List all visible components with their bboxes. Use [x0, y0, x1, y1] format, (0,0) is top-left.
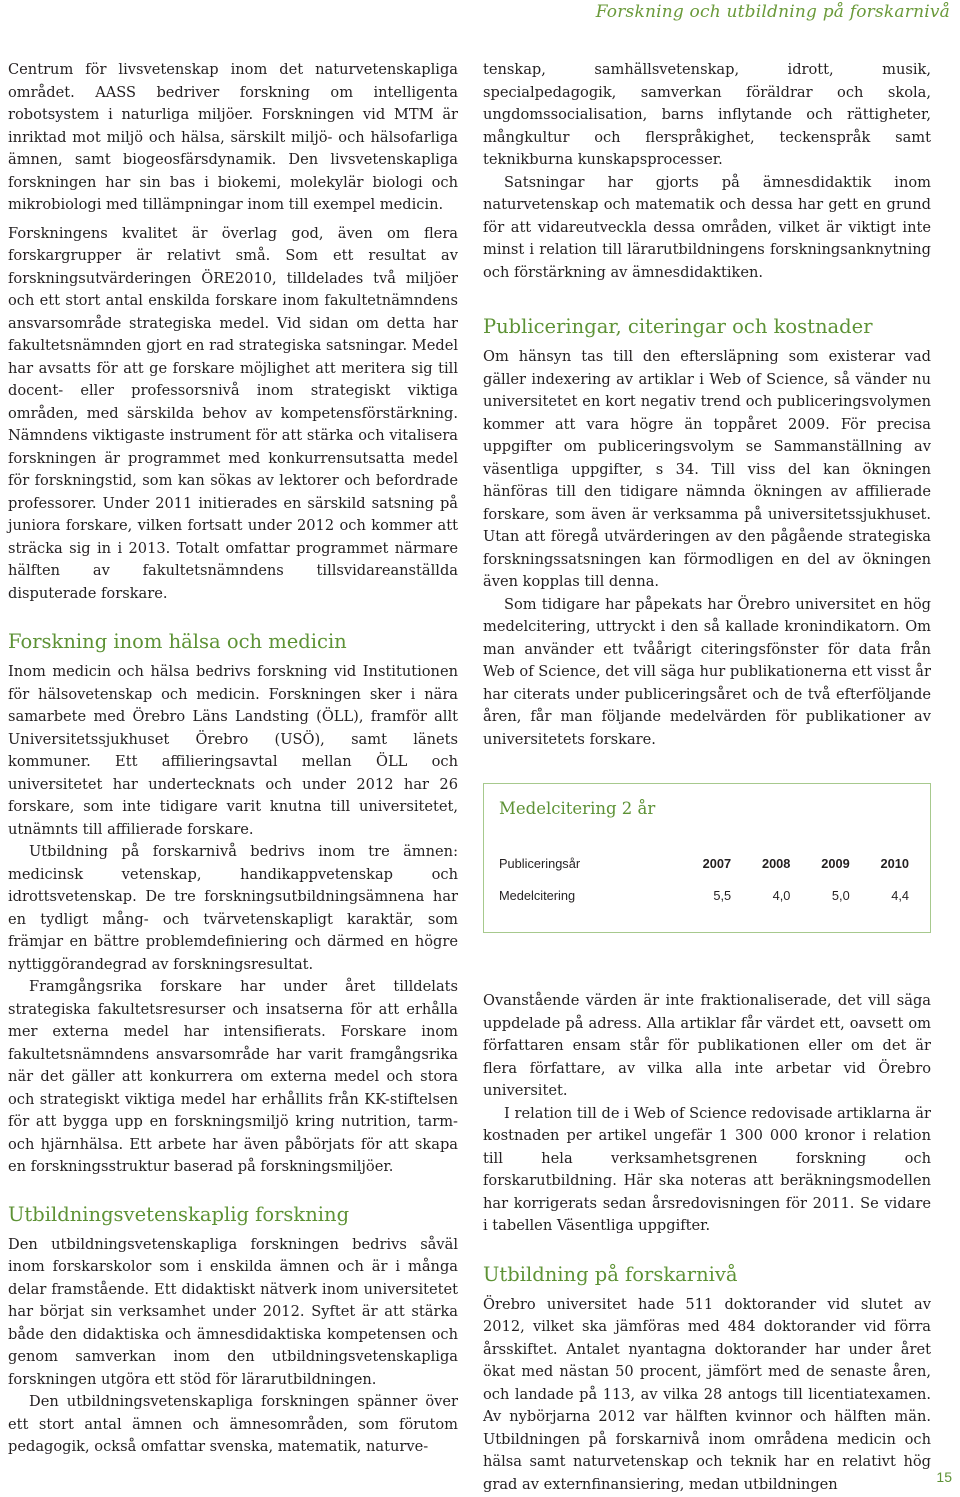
- paragraph: Som tidigare har påpekats har Örebro universitet en hög medelcitering, uttryckt i den så kallade kronindikatorn. Om man använder ett tvåårigt citeringsfönster för data från Web of Science, det vill säga hur publikationerna ett visst år har citerats under publiceringsåret och de två efterföljande åren, får man följande medelvärden för publikationer av universitetets forskare.: [483, 595, 931, 748]
- year-cell: 2007: [702, 855, 732, 871]
- paragraph: tenskap, samhällsvetenskap, idrott, musik, specialpedagogik, samverkan föräldrar och skola, ungdomssocialisation, barns inflytande och rättigheter, mångkultur och flerspråkighet, teckenspråk samt teknikburna kunskapsprocesser.: [483, 61, 931, 168]
- table-header-label: Publiceringsår: [499, 855, 581, 871]
- running-head-title: Forskning och utbildning på forskarnivå: [595, 2, 950, 22]
- section-heading-health: Forskning inom hälsa och medicin: [8, 630, 347, 653]
- year-cell: 2010: [880, 855, 909, 871]
- paragraph: Örebro universitet hade 511 doktorander vid slutet av 2012, vilket ska jämföras med 484 doktorander vid förra årsskiftet. Antalet nyantagna doktorander har under året ökat med nästan 50 procent, jämfört med de senaste åren, och landade på 113, av vilka 28 antogs till licentiatexamen. Av nybörjarna 2012 var hälften kvinnor och hälften män. Utbildningen på forskarnivå inom områdena medicin och hälsa samt naturvetenskap och teknik har en relativt hög grad av externfinansiering, medan utbildningen: [483, 1295, 931, 1493]
- citation-table-box: [483, 783, 931, 933]
- table-row-label: Medelcitering: [499, 887, 576, 903]
- paragraph: Inom medicin och hälsa bedrivs forskning vid Institutionen för hälsovetenskap och medicin. Forskningen sker i nära samarbete med Örebro Läns Landsting (ÖLL), framför allt Universitetssjukhuset Örebro (USÖ), samt länets kommuner. Ett affilieringsavtal mellan ÖLL och universitetet har undertecknats och under 2012 har 26 forskare, som inte tidigare varit knutna till universitetet, utnämnts till affilierade forskare.: [8, 663, 458, 838]
- paragraph: Framgångsrika forskare har under året tilldelats strategiska fakultetsresurser och insatserna för att erhålla mer externa medel har intensifierats. Forskare inom fakultetsnämndens ansvarsområde har varit framgångsrika när det gäller att konkurrera om externa medel och stora och strategiskt viktiga medel har erhållits från KK-stiftelsen för att bygga upp en forskningsmiljö kring nutrition, tarm- och hjärnhälsa. Ett arbete har även påbörjats för att skapa en forskningsstruktur baserad på forskningsmiljöer.: [8, 978, 458, 1175]
- paragraph: Ovanstående värden är inte fraktionaliserade, det vill säga uppdelade på adress. Alla artiklar får värdet ett, oavsett om författaren ensam står för publikationen eller om det är flera författare, av vilka alla inte arbetar vid Örebro universitet.: [483, 992, 931, 1099]
- year-cell: 2008: [761, 855, 791, 871]
- table-header-row: [484, 848, 930, 880]
- paragraph: Forskningens kvalitet är överlag god, även om flera forskargrupper är relativt små. Som ett resultat av forskningsutvärderingen ÖRE2010, tilldelades två miljöer och ett stort antal enskilda forskare inom fakultetnämndens ansvarsområde strategiska medel. Vid sidan om detta har fakultetsnämnden gjort en rad strategiska satsningar. Medel har avsatts för att ge forskare möjlighet att meritera sig till docent- eller professorsnivå inom strategiskt viktiga områden, med särskilda behov av kompetensförstärkning. Nämndens viktigaste instrument för att stärka och vitalisera forskningen är programmet med konkurrensutsatta medel för forskningstid, som kan sökas av lektorer och befordrade professorer. Under 2011 initierades en särskild satsning på juniora forskare, vilken fortsatt under 2012 och kommer att sträcka sig in i 2013. Totalt omfattar programmet närmare hälften av fakultetsnämndens tillsvidareanställda disputerade forskare.: [8, 224, 458, 602]
- section-heading-education-research: Utbildningsvetenskaplig forskning: [8, 1202, 350, 1226]
- page-number: 15: [936, 1469, 952, 1485]
- left-column: [8, 59, 458, 1459]
- value-cell: 4,4: [891, 887, 909, 903]
- citation-table: [484, 848, 930, 912]
- paragraph: Den utbildningsvetenskapliga forskningen spänner över ett stort antal ämnen och ämnesområden, som förutom pedagogik, också omfattar svenska, matematik, naturve-: [8, 1393, 458, 1455]
- paragraph: Den utbildningsvetenskapliga forskningen bedrivs såväl inom forskarskolor som i enskilda ämnen och är i många delar framstående. Ett didaktiskt nätverk inom universitetet har börjat sin verksamhet under 2012. Syftet är att stärka både den didaktiska och ämnesdidaktiska kompetensen och genom samverkan inom den utbildningsvetenskapliga forskningen utgöra ett stöd för lärarutbildningen.: [8, 1235, 458, 1388]
- paragraph: I relation till de i Web of Science redovisade artiklarna är kostnaden per artikel ungefär 1 300 000 kronor i relation till hela verksamhetsgrenen forskning och forskarutbildning. Här ska noteras att beräkningsmodellen har korrigerats sedan årsredovisningen för 2011. Se vidare i tabellen Väsentliga uppgifter.: [483, 1104, 931, 1234]
- paragraph: Utbildning på forskarnivå bedrivs inom tre ämnen: medicinsk vetenskap, handikappvetenskap och idrottsvetenskap. De tre forskningsutbildningsämnena har en tydligt mång- och tvärvetenskapligt karaktär, som främjar en bättre problemdefiniering och därmed en högre nyttiggörandegrad av forskningsresultat.: [8, 843, 458, 973]
- paragraph: Centrum för livsvetenskap inom det naturvetenskapliga området. AASS bedriver forskning om intelligenta robotsystem i naturliga miljöer. Forskningen vid MTM är inriktad mot miljö och hälsa, särskilt miljö- och hälsofarliga ämnen, samt biogeosfärsdynamik. Den livsvetenskapliga forskningen har sin bas i biokemi, molekylär biologi och mikrobiologi med tillämpningar inom till exempel medicin.: [8, 61, 458, 213]
- section-heading-doctoral-education: Utbildning på forskarnivå: [483, 1262, 738, 1286]
- year-cell: 2009: [821, 855, 850, 871]
- value-cell: 5,0: [831, 887, 850, 903]
- right-column: [483, 59, 931, 1496]
- section-heading-publications: Publiceringar, citeringar och kostnader: [483, 315, 873, 338]
- value-cell: 5,5: [713, 887, 732, 903]
- value-cell: 4,0: [772, 887, 791, 903]
- citation-box-title: Medelcitering 2 år: [499, 799, 656, 818]
- paragraph: Satsningar har gjorts på ämnesdidaktik inom naturvetenskap och matematik och dessa har gett en grund för att vidareutveckla dessa områden, vilket är viktigt inte minst i relation till lärarutbildningens forskningsanknytning och förstärkning av ämnesdidaktiken.: [483, 173, 931, 281]
- table-row: [484, 880, 930, 912]
- paragraph: Om hänsyn tas till den eftersläpning som existerar vad gäller indexering av artiklar i Web of Science, så vänder nu universitetet en kort negativ trend och publiceringsvolymen kommer att vara högre än toppåret 2009. För precisa uppgifter om publiceringsvolym se Sammanställning av väsentliga uppgifter, s 34. Till viss del kan ökningen hänföras till den tidigare nämnda ökningen av affilierade forskare, som även är verksamma på universitetssjukhuset. Utan att föregå utvärderingen av den pågående strategiska forskningssatsningen kan förmodligen en del av ökningen även kopplas till denna.: [483, 348, 931, 590]
